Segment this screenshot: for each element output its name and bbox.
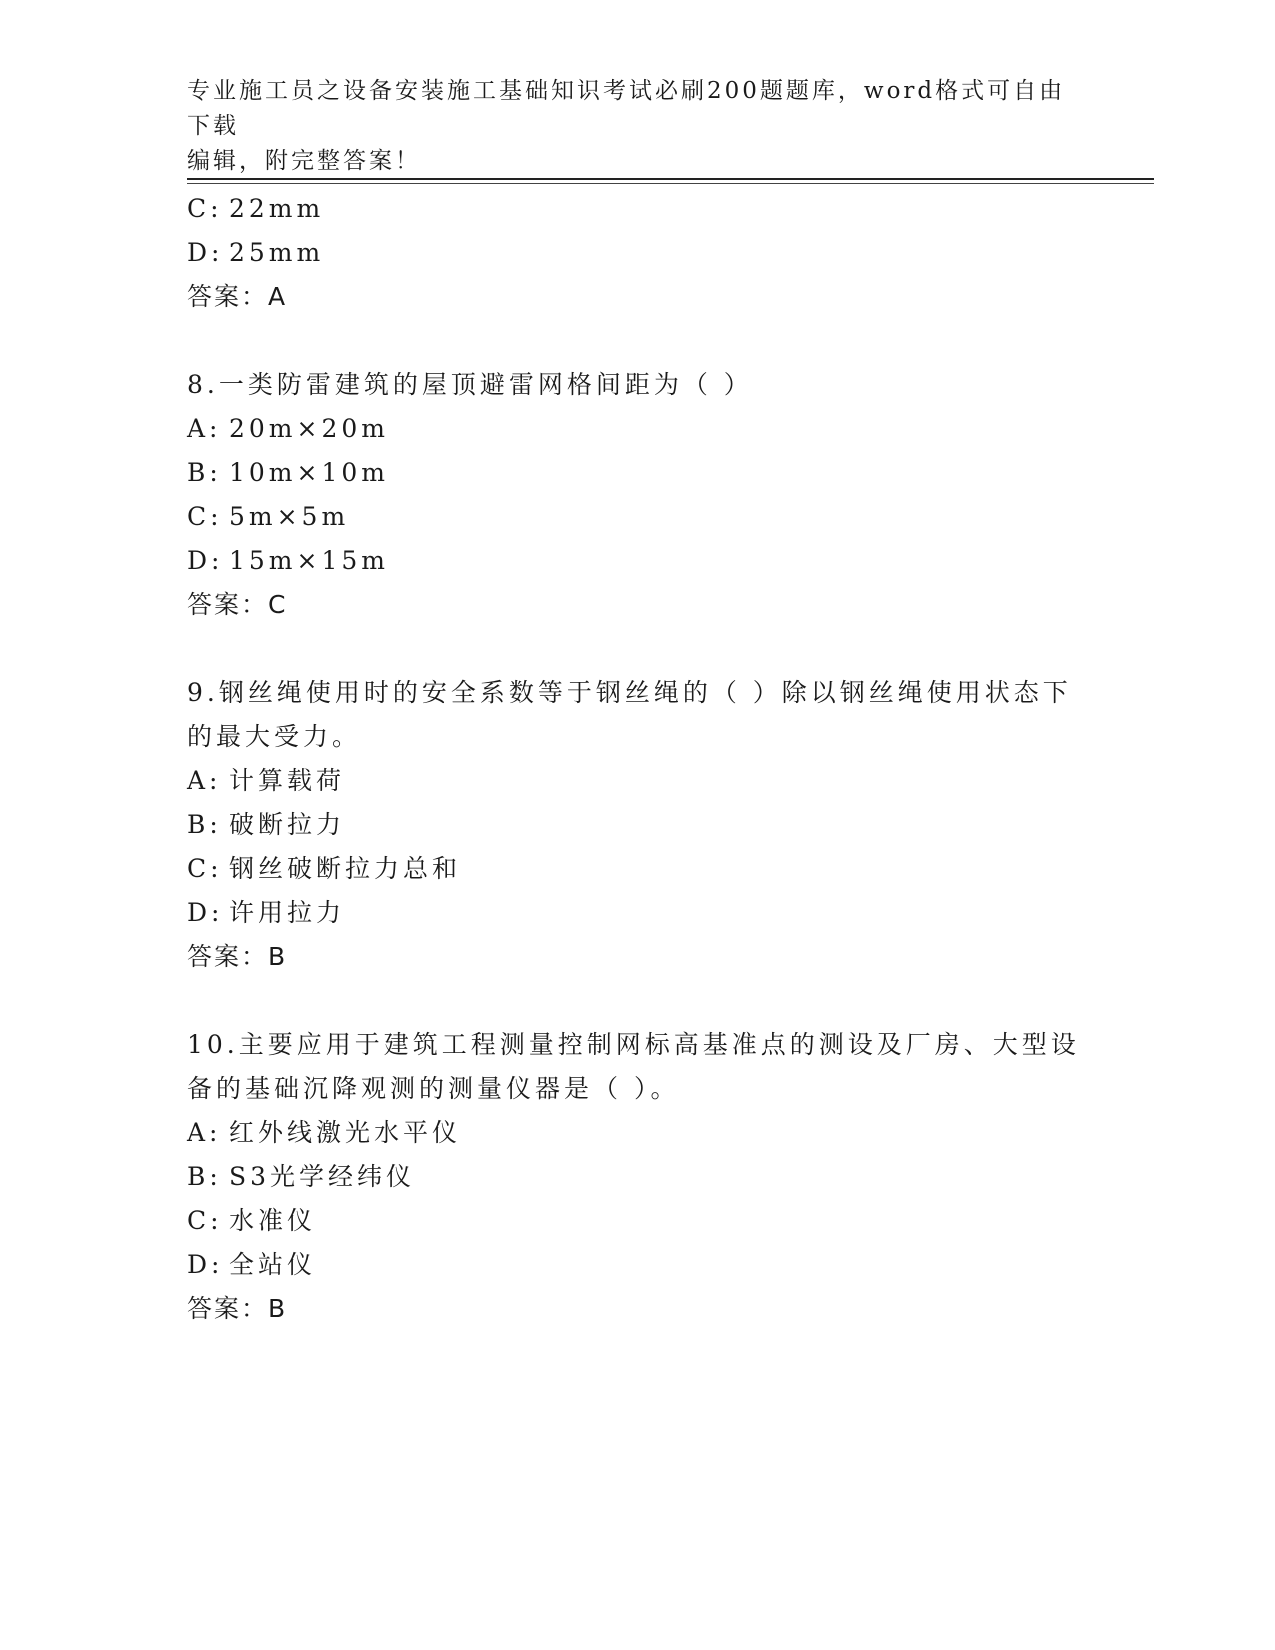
option-letter: B: bbox=[187, 810, 222, 839]
q10-option-a bbox=[187, 1117, 461, 1149]
q8-stem: 8.一类防雷建筑的屋顶避雷网格间距为（ ） bbox=[187, 370, 753, 399]
option-letter: D: bbox=[187, 1250, 224, 1279]
q9-answer: 答案：B bbox=[187, 942, 288, 971]
q7-option-d bbox=[187, 237, 324, 269]
q7-option-c bbox=[187, 193, 324, 225]
option-text: 计算载荷 bbox=[229, 766, 346, 795]
option-text: 钢丝破断拉力总和 bbox=[229, 854, 462, 883]
option-text: 20m×20m bbox=[229, 414, 389, 443]
q8-option-c bbox=[187, 501, 349, 533]
option-letter: B: bbox=[187, 458, 222, 487]
header-title-line-2: 编辑，附完整答案！ bbox=[187, 148, 421, 174]
q10-stem-line-1: 10.主要应用于建筑工程测量控制网标高基准点的测设及厂房、大型设 bbox=[187, 1030, 1080, 1059]
option-letter: C: bbox=[187, 1206, 223, 1235]
q7-answer: 答案：A bbox=[187, 282, 288, 311]
q8-option-d bbox=[187, 545, 389, 577]
option-letter: D: bbox=[187, 898, 224, 927]
option-letter: C: bbox=[187, 194, 223, 223]
q10-answer: 答案：B bbox=[187, 1294, 288, 1323]
option-letter: D: bbox=[187, 546, 224, 575]
q9-stem-line-2: 的最大受力。 bbox=[187, 722, 362, 751]
option-text: 水准仪 bbox=[229, 1206, 317, 1235]
option-letter: D: bbox=[187, 238, 224, 267]
option-letter: C: bbox=[187, 854, 223, 883]
q9-option-a bbox=[187, 765, 345, 797]
option-text: 22mm bbox=[229, 194, 325, 223]
option-letter: A: bbox=[187, 414, 222, 443]
q9-stem-line-1: 9.钢丝绳使用时的安全系数等于钢丝绳的（ ）除以钢丝绳使用状态下 bbox=[187, 678, 1072, 707]
option-text: 25mm bbox=[229, 238, 325, 267]
q10-option-c bbox=[187, 1205, 316, 1237]
q8-answer: 答案：C bbox=[187, 590, 288, 619]
q10-option-b bbox=[187, 1161, 415, 1193]
option-text: 5m×5m bbox=[229, 502, 350, 531]
header-title-line-1: 专业施工员之设备安装施工基础知识考试必刷200题题库，word格式可自由下载 bbox=[187, 78, 1066, 139]
header-divider-thin bbox=[187, 183, 1154, 184]
q9-option-b bbox=[187, 809, 345, 841]
option-text: 15m×15m bbox=[229, 546, 389, 575]
option-text: 全站仪 bbox=[229, 1250, 317, 1279]
q9-option-c bbox=[187, 853, 461, 885]
q10-stem-line-2: 备的基础沉降观测的测量仪器是（ ）。 bbox=[187, 1074, 680, 1103]
q8-option-b bbox=[187, 457, 389, 489]
q9-option-d bbox=[187, 897, 345, 929]
option-text: S3光学经纬仪 bbox=[229, 1162, 416, 1191]
q10-option-d bbox=[187, 1249, 316, 1281]
document-header bbox=[187, 74, 1067, 179]
option-letter: A: bbox=[187, 1118, 222, 1147]
option-text: 破断拉力 bbox=[229, 810, 346, 839]
header-divider-thick bbox=[187, 178, 1154, 180]
option-letter: C: bbox=[187, 502, 223, 531]
option-letter: A: bbox=[187, 766, 222, 795]
option-letter: B: bbox=[187, 1162, 222, 1191]
option-text: 红外线激光水平仪 bbox=[229, 1118, 462, 1147]
q8-option-a bbox=[187, 413, 389, 445]
option-text: 许用拉力 bbox=[229, 898, 346, 927]
option-text: 10m×10m bbox=[229, 458, 389, 487]
